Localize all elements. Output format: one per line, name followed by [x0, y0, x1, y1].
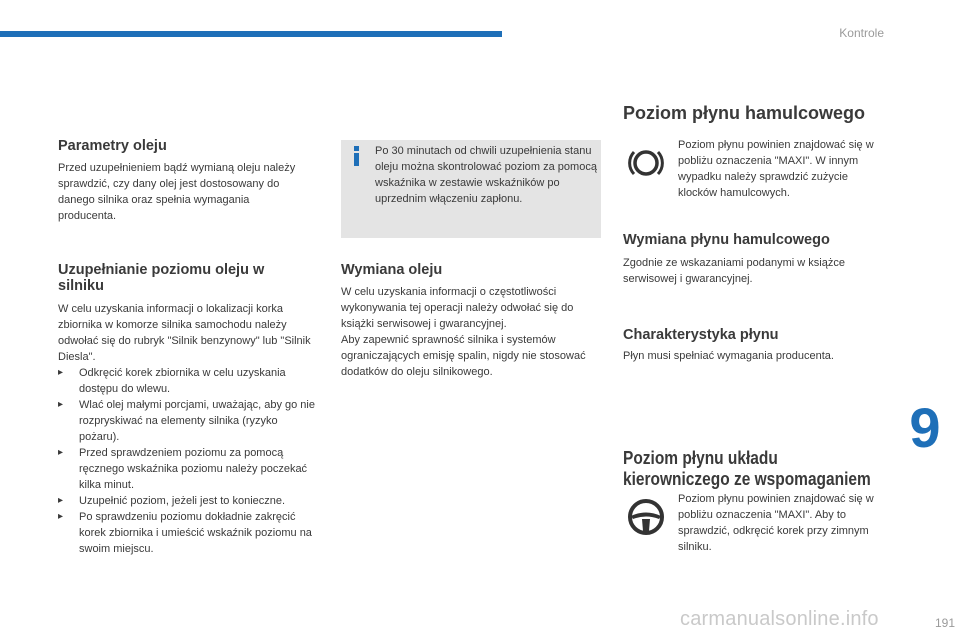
oil-level-title: Uzupełnianie poziomu oleju w silniku — [58, 262, 265, 294]
bullet-icon: ▸ — [58, 495, 64, 506]
info-text: Po 30 minutach od chwili uzupełnienia stanu oleju można skontrolować poziom za pomocą wskaźnika w zestawie wskaźników po uprzednim włączeniu zapłonu. — [375, 145, 597, 205]
oil-change-body-1: W celu uzyskania informacji o częstotliwości wykonywania tej operacji należy odwołać się do książki serwisowej i gwarancyjnej. — [341, 286, 574, 330]
brake-change-body: Zgodnie ze wskazaniami podanymi w książce serwisowej i gwarancyjnej. — [623, 257, 845, 285]
bullet-icon: ▸ — [58, 447, 64, 458]
brake-level-body: Poziom płynu powinien znajdować się w pobliżu oznaczenia "MAXI". W innym wypadku należy sprawdzić zużycie klocków hamulcowych. — [678, 139, 874, 199]
fluid-spec-body: Płyn musi spełniać wymagania producenta. — [623, 350, 834, 362]
list-item: ▸ Uzupełnić poziom, jeżeli jest to konieczne. — [58, 495, 286, 507]
header-accent-bar — [0, 31, 502, 37]
steering-title-line-1: Poziom płynu układu — [623, 448, 778, 468]
brake-warning-icon — [626, 143, 666, 183]
list-item: ▸ Po sprawdzeniu poziomu dokładnie zakręcić korek zbiornika i umieścić wskaźnik poziomu na swoim miejscu. — [58, 511, 312, 555]
list-item: ▸ Wlać olej małymi porcjami, uważając, aby go nie rozpryskiwać na elementy silnika (ryzyko pożaru). — [58, 399, 315, 443]
oil-level-steps — [58, 365, 320, 557]
oil-change-title: Wymiana oleju — [341, 262, 443, 278]
oil-params-body: Przed uzupełnieniem bądź wymianą oleju należy sprawdzić, czy dany olej jest dostosowany do danego silnika oraz spełnia wymagania producenta. — [58, 162, 296, 222]
oil-level-intro: W celu uzyskania informacji o lokalizacji korka zbiornika w komorze silnika samochodu należy odwołać się do rubryk "Silnik benzynowy" lub "Silnik Diesla". — [58, 303, 311, 363]
info-icon — [351, 146, 363, 168]
steering-title-line-2: kierowniczego ze wspomaganiem — [623, 469, 871, 489]
steering-body: Poziom płynu powinien znajdować się w pobliżu oznaczenia "MAXI". Aby to sprawdzić, odkręcić korek przy zimnym silniku. — [678, 493, 874, 553]
fluid-spec-title: Charakterystyka płynu — [623, 327, 779, 343]
oil-params-title: Parametry oleju — [58, 138, 167, 154]
oil-change-body-2: Aby zapewnić sprawność silnika i systemów ograniczających emisję spalin, nigdy nie stosować dodatków do oleju silnikowego. — [341, 334, 586, 378]
bullet-icon: ▸ — [58, 399, 64, 410]
brake-level-title: Poziom płynu hamulcowego — [623, 103, 866, 123]
bullet-icon: ▸ — [58, 367, 64, 378]
steering-wheel-icon — [626, 497, 666, 537]
brake-change-title: Wymiana płynu hamulcowego — [623, 232, 830, 248]
section-title: Kontrole — [839, 26, 884, 40]
chapter-number: 9 — [909, 396, 941, 459]
list-item: ▸ Przed sprawdzeniem poziomu za pomocą ręcznego wskaźnika poziomu należy poczekać kilka minut. — [58, 447, 308, 491]
list-item: ▸ Odkręcić korek zbiornika w celu uzyskania dostępu do wlewu. — [58, 367, 286, 395]
page-number: 191 — [934, 616, 955, 630]
watermark: carmanualsonline.info — [680, 608, 879, 630]
bullet-icon: ▸ — [58, 511, 64, 522]
